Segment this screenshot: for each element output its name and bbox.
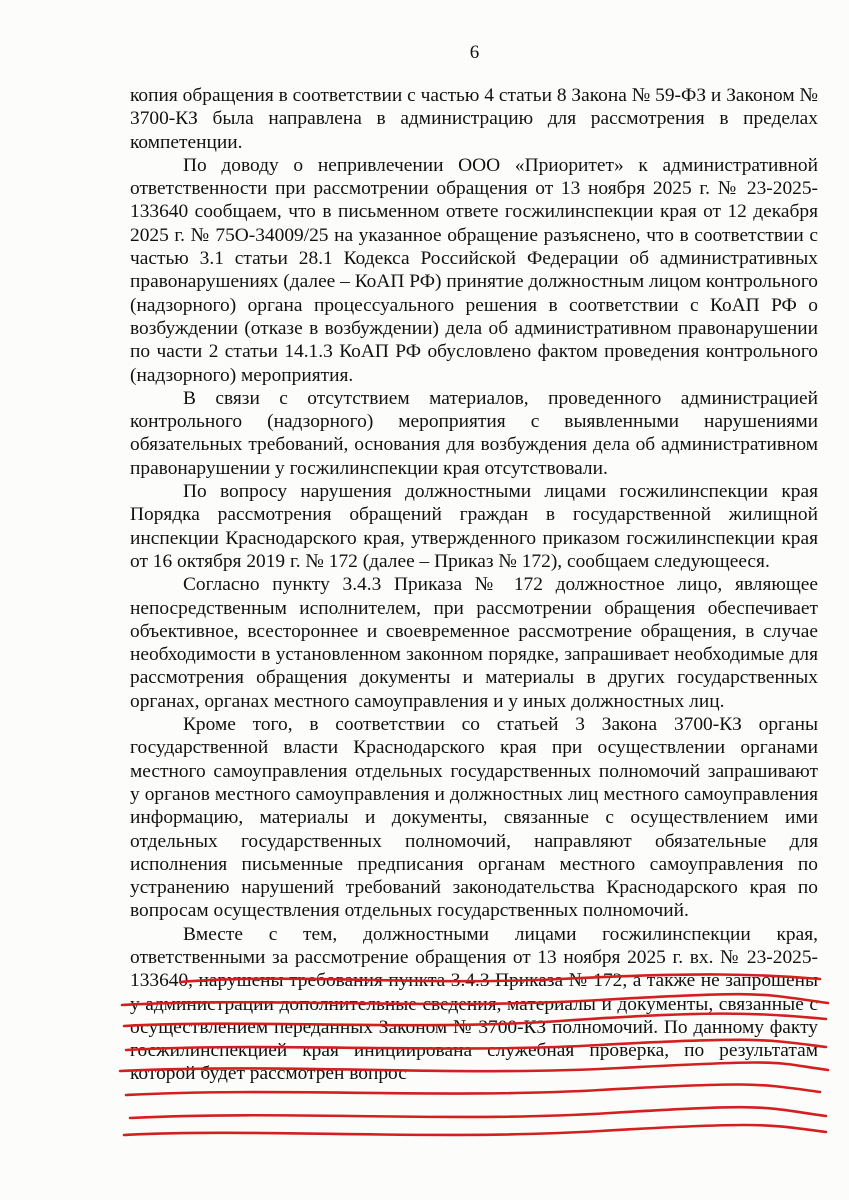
paragraph-lack-of-materials: В связи с отсутствием материалов, проведенного администрацией контрольного (надзорного) мероприятия с выявленными нарушениями обязательных требований, основания для возбуждения дела об административном правонарушении у госжилинспекции края отсутствовали. [130, 387, 818, 479]
page-number: 6 [469, 42, 480, 63]
paragraph-procedure-violation: По вопросу нарушения должностными лицами госжилинспекции края Порядка рассмотрения обращений граждан в государственной жилищной инспекции Краснодарского края, утвержденного приказом госжилинспекции края от 16 октября 2019 г. № 172 (далее – Приказ № 172), сообщаем следующееся. [130, 481, 818, 572]
letter-body [130, 84, 818, 1086]
paragraph-law-3700-kz: Кроме того, в соответствии со статьей 3 Закона 3700-КЗ органы государственной власти Краснодарского края при осуществлении органами местного самоуправления отдельных государственных полномочий запрашивают у органов местного самоуправления и должностных лиц местного самоуправления информацию, материалы и документы, связанные с осуществлением ими отдельных государственных полномочий, направляют обязательные для исполнения письменные предписания органам местного самоуправления по устранению нарушений требований законодательства Краснодарского края по вопросам осуществления отдельных государственных полномочий. [130, 714, 818, 922]
red-underline-stroke [130, 1107, 826, 1118]
red-underline-stroke [126, 1084, 820, 1095]
paragraph-clause-3-4-3: Согласно пункту 3.4.3 Приказа № 172 должностное лицо, являющее непосредственным исполнителем, при рассмотрении обращения обеспечивает объективное, всестороннее и своевременное рассмотрение обращения, в случае необходимости в установленном законном порядке, запрашивает необходимые для рассмотрения обращения документы и материалы в других государственных органах, органах местного самоуправления и у иных должностных лиц. [130, 574, 818, 712]
red-underline-stroke [124, 1125, 826, 1135]
paragraph-non-prosecution: По доводу о непривлечении ООО «Приоритет» к административной ответственности при рассмотрении обращения от 13 ноября 2025 г. № 23-2025-133640 сообщаем, что в письменном ответе госжилинспекции края от 12 декабря 2025 г. № 75О-34009/25 на указанное обращение разъяснено, что в соответствии с частью 3.1 статьи 28.1 Кодекса Российской Федерации об административных правонарушениях (далее – КоАП РФ) принятие должностным лицом контрольного (надзорного) органа процессуального решения в соответствии с КоАП РФ о возбуждении (отказе в возбуждении) дела об административном правонарушении по части 2 статьи 14.1.3 КоАП РФ обусловлено фактом проведения контрольного (надзорного) мероприятия. [130, 154, 818, 386]
paragraph-violation-found: Вместе с тем, должностными лицами госжилинспекции края, ответственными за рассмотрение обращения от 13 ноября 2025 г. вх. № 23-2025-133640, нарушены требования пункта 3.4.3 Приказа № 172, а также не запрошены у администрации дополнительные сведения, материалы и документы, связанные с осуществлением переданных Законом № 3700-КЗ полномочий. По данному факту госжилинспекцией края инициирована служебная проверка, по результатам которой будет рассмотрен вопрос [130, 923, 818, 1085]
paragraph-copy-forwarded: копия обращения в соответствии с частью 4 статьи 8 Закона № 59-ФЗ и Законом № 3700-КЗ была направлена в администрацию для рассмотрения в пределах компетенции. [130, 85, 818, 153]
